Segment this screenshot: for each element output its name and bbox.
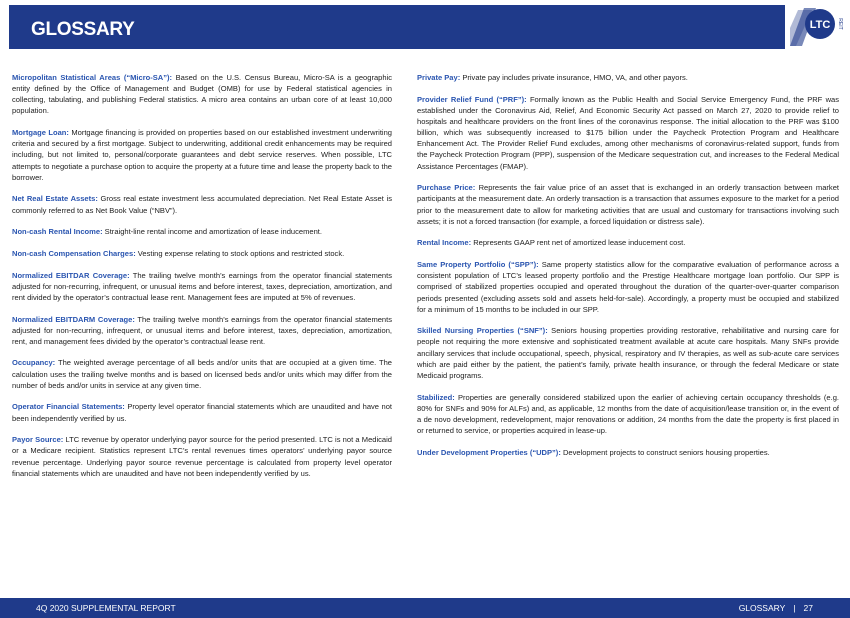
right-column xyxy=(417,72,839,468)
glossary-entry-net-real-estate-assets xyxy=(12,193,392,215)
glossary-term: Micropolitan Statistical Areas (“Micro-SA”): xyxy=(12,73,173,82)
glossary-term: Normalized EBITDAR Coverage: xyxy=(12,270,130,280)
glossary-entry-micro-sa xyxy=(12,72,392,117)
glossary-term: Net Real Estate Assets: xyxy=(12,194,98,204)
glossary-entry-same-property-portfolio xyxy=(417,259,839,315)
page-title: GLOSSARY xyxy=(31,19,135,40)
glossary-term: Normalized EBITDARM Coverage: xyxy=(12,314,135,324)
glossary-entry-under-development xyxy=(417,447,839,458)
glossary-definition: Same property statistics allow for the comparative evaluation of performance across a consistent population of LTC’s leased property portfolio and the Prestige Healthcare mortgage loan portfolio. Our SPP is comprised of stabilized properties occupied and operated throughout the duration of the quarter-over-quarter comparison periods presented (excluding assets sold and assets held-for-sale). Accordingly, a property must be occupied and stabilized for a minimum of 15 months to be included in our SPP. xyxy=(417,260,840,314)
logo-subtext: REIT xyxy=(837,18,843,30)
glossary-entry-operator-financial-statements xyxy=(12,401,392,423)
glossary-term: Skilled Nursing Properties (“SNF”): xyxy=(417,326,548,336)
glossary-entry-private-pay xyxy=(417,72,839,83)
glossary-entry-occupancy xyxy=(12,357,392,390)
glossary-term: Provider Relief Fund (“PRF”): xyxy=(417,94,527,104)
glossary-definition: Formally known as the Public Health and Social Service Emergency Fund, the PRF was established under the Coronavirus Aid, Relief, And Economic Security Act passed on March 27, 2020 to provide relief to hospitals and healthcare providers on the front lines of the coronavirus response. The initial allocation to the PRF was $100 billion, which was subsequently increased to $175 billion under the Paycheck Protection Program and Healthcare Enhancement Act. The Provider Relief Fund excludes, among other mechanisms of coronavirus-related support, funds from the Paycheck Protection Program (PPP), suspension of the Medicare sequestration cut, and increases to the Federal Medical Assistance Percentages (FMAP). xyxy=(417,94,839,171)
header xyxy=(0,0,850,54)
glossary-definition: Based on the U.S. Census Bureau, Micro-SA is a geographic entity defined by the Office of Management and Budget (OMB) for use by Federal statistical agencies in collecting, tabulating, and publishing Federal statistics. A micro area contains an urban core of at least 10,000 population. xyxy=(12,73,392,116)
glossary-term: Stabilized: xyxy=(417,392,455,402)
left-column xyxy=(12,72,392,489)
footer-section: GLOSSARY xyxy=(738,603,786,613)
glossary-entry-non-cash-rental-income xyxy=(12,226,392,237)
glossary-definition: Property level operator financial statements which are unaudited and have not been independently verified by us. xyxy=(12,402,392,423)
glossary-term: Private Pay: xyxy=(417,73,461,82)
glossary-term: Payor Source: xyxy=(12,435,64,445)
ltc-reit-logo xyxy=(790,2,844,52)
glossary-definition: LTC revenue by operator underlying payor source for the period presented. LTC is not a Medicaid or a Medicare recipient. Statistics represent LTC’s rental revenues times operators’ underlying payor source revenue percentage. Underlying payor source revenue percentage is calculated from property level operator financial statements which are unaudited and have not been independently verified by us. xyxy=(12,435,392,478)
glossary-definition: Represents the fair value price of an asset that is exchanged in an orderly transaction between market participants at the measurement date. An orderly transaction is a transaction that assumes exposure to the market for a period prior to the measurement date to allow for marketing activities that are usual and customary for transactions involving such assets; it is not a forced transaction (for example, a forced liquidation or distress sale). xyxy=(417,183,839,226)
glossary-entry-ebitdar-coverage xyxy=(12,270,392,303)
glossary-definition: The trailing twelve month’s earnings from the operator financial statements adjusted for non-recurring, infrequent, or unusual items and before interest, taxes, depreciation, amortization, rent, and management fees divided by the operator’s contractual lease rent. xyxy=(12,314,392,346)
glossary-term: Non-cash Compensation Charges: xyxy=(12,248,136,258)
glossary-entry-stabilized xyxy=(417,392,839,437)
glossary-term: Same Property Portfolio (“SPP”): xyxy=(417,260,539,270)
glossary-entry-mortgage-loan xyxy=(12,127,392,183)
glossary-definition: Private pay includes private insurance, HMO, VA, and other payors. xyxy=(460,73,688,82)
glossary-definition: Properties are generally considered stabilized upon the earlier of achieving certain occupancy thresholds (e.g. 80% for SNFs and 90% for ALFs) and, as applicable, 12 months from the date of acquisition/lease transition or, in the event of a de novo development, redevelopment, major renovations or addition, 24 months from the date the property is first placed in or returned to service, or properties acquired in lease-up. xyxy=(417,392,839,436)
footer xyxy=(0,598,850,618)
glossary-definition: Gross real estate investment less accumulated depreciation. Net Real Estate Asset is commonly referred to as Net Book Value (“NBV”). xyxy=(12,194,392,215)
footer-page-info xyxy=(739,603,813,613)
glossary-term: Mortgage Loan: xyxy=(12,128,69,138)
glossary-entry-purchase-price xyxy=(417,182,839,227)
glossary-definition: The weighted average percentage of all beds and/or units that are occupied at a given time. The calculation uses the trailing twelve months and is based on licensed beds and/or units which may differ from the number of beds and/or units in service at any given time. xyxy=(12,358,392,390)
glossary-entry-provider-relief-fund xyxy=(417,94,839,172)
footer-divider: | xyxy=(793,603,796,613)
glossary-definition: Represents GAAP rent net of amortized lease inducement cost. xyxy=(471,238,686,248)
glossary-entry-non-cash-compensation xyxy=(12,248,392,259)
report-title: 4Q 2020 SUPPLEMENTAL REPORT xyxy=(36,603,176,613)
logo-text: LTC xyxy=(809,19,831,31)
glossary-definition: Seniors housing properties providing restorative, rehabilitative and nursing care for people not requiring the more extensive and sophisticated treatment available at acute care hospitals. Many SNFs provide ancillary services that include occupational, speech, physical, respiratory and IV therapies, as well as sub-acute care services which are paid either by the patient, the patient’s family, private health insurance, or through the federal Medicare or state Medicaid programs. xyxy=(417,326,839,380)
glossary-term: Under Development Properties (“UDP”): xyxy=(417,447,561,457)
glossary-term: Occupancy: xyxy=(12,358,56,368)
header-bar xyxy=(9,5,785,49)
glossary-term: Non-cash Rental Income: xyxy=(12,227,103,237)
page-number: 27 xyxy=(803,603,813,613)
glossary-entry-rental-income xyxy=(417,237,839,248)
glossary-definition: Vesting expense relating to stock options and restricted stock. xyxy=(135,248,345,258)
glossary-definition: Development projects to construct seniors housing properties. xyxy=(560,447,770,457)
glossary-term: Operator Financial Statements: xyxy=(12,402,125,412)
glossary-definition: The trailing twelve month’s earnings from the operator financial statements adjusted for non-recurring, infrequent, or unusual items and before interest, taxes, depreciation, amortization, and rent divided by the operator’s contractual lease rent. Management fees are imputed at 5% of revenues. xyxy=(12,270,392,302)
glossary-definition: Straight-line rental income and amortization of lease inducement. xyxy=(102,227,322,237)
glossary-definition: Mortgage financing is provided on properties based on our established investment underwriting criteria and secured by a first mortgage. Subject to underwriting, additional credit enhancements may be required including, but not limited to, personal/corporate guarantees and debt service reserves. When possible, LTC attempts to negotiate a purchase option to acquire the property at a future time and lease the property back to the borrower. xyxy=(12,128,392,182)
glossary-term: Purchase Price: xyxy=(417,183,476,193)
glossary-term: Rental Income: xyxy=(417,238,472,248)
glossary-entry-payor-source xyxy=(12,434,392,479)
glossary-entry-ebitdarm-coverage xyxy=(12,314,392,347)
glossary-entry-skilled-nursing xyxy=(417,325,839,381)
